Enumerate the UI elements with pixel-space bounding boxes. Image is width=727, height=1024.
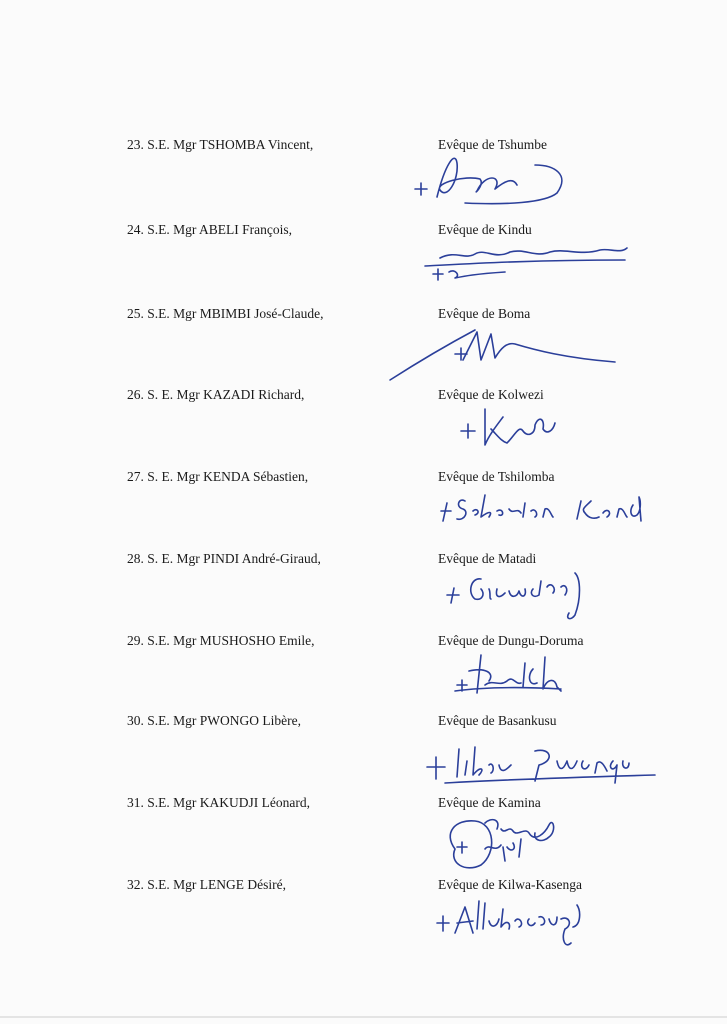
- handwritten-signature-mushosho-icon: [385, 641, 675, 713]
- signatory-name: 23. S.E. Mgr TSHOMBA Vincent,: [127, 137, 314, 152]
- diocese-title: Evêque de Boma: [438, 306, 531, 321]
- handwritten-signature-kenda-icon: [385, 477, 675, 549]
- signatory-name: 28. S. E. Mgr PINDI André-Giraud,: [127, 551, 321, 566]
- diocese-title: Evêque de Tshilomba: [438, 469, 555, 484]
- signatory-entry-24: [0, 222, 727, 304]
- diocese-title: Evêque de Kilwa-Kasenga: [438, 877, 582, 892]
- signatory-entry-26: [0, 387, 727, 469]
- signatory-entry-32: [0, 877, 727, 959]
- signatory-name: 24. S.E. Mgr ABELI François,: [127, 222, 292, 237]
- signatory-entry-27: [0, 469, 727, 551]
- handwritten-signature-lenge-icon: [385, 885, 675, 957]
- handwritten-signature-mbimbi-icon: [385, 314, 675, 386]
- signatory-entry-28: [0, 551, 727, 633]
- diocese-title: Evêque de Dungu-Doruma: [438, 633, 584, 648]
- signatory-name: 32. S.E. Mgr LENGE Désiré,: [127, 877, 286, 892]
- diocese-title: Evêque de Kamina: [438, 795, 541, 810]
- signatory-entry-30: [0, 713, 727, 795]
- scan-edge-line: [0, 1016, 727, 1018]
- diocese-title: Evêque de Tshumbe: [438, 137, 548, 152]
- signatory-name: 27. S. E. Mgr KENDA Sébastien,: [127, 469, 309, 484]
- signatory-entry-29: [0, 633, 727, 715]
- handwritten-signature-kakudji-icon: [385, 803, 675, 875]
- signatory-name: 29. S.E. Mgr MUSHOSHO Emile,: [127, 633, 315, 648]
- diocese-title: Evêque de Kindu: [438, 222, 532, 237]
- diocese-title: Evêque de Kolwezi: [438, 387, 544, 402]
- diocese-title: Evêque de Basankusu: [438, 713, 557, 728]
- signatory-entry-25: [0, 306, 727, 388]
- diocese-title: Evêque de Matadi: [438, 551, 537, 566]
- signatory-entry-23: [0, 137, 727, 219]
- signatory-name: 31. S.E. Mgr KAKUDJI Léonard,: [127, 795, 310, 810]
- handwritten-signature-tshomba-icon: [385, 145, 675, 217]
- signatory-name: 30. S.E. Mgr PWONGO Libère,: [127, 713, 301, 728]
- handwritten-signature-pindi-icon: [385, 559, 675, 631]
- handwritten-signature-abeli-icon: [385, 230, 675, 302]
- handwritten-signature-kazadi-icon: [385, 395, 675, 467]
- handwritten-signature-pwongo-icon: [385, 721, 675, 793]
- signatory-name: 25. S.E. Mgr MBIMBI José-Claude,: [127, 306, 324, 321]
- signatory-name: 26. S. E. Mgr KAZADI Richard,: [127, 387, 305, 402]
- signatory-entry-31: [0, 795, 727, 877]
